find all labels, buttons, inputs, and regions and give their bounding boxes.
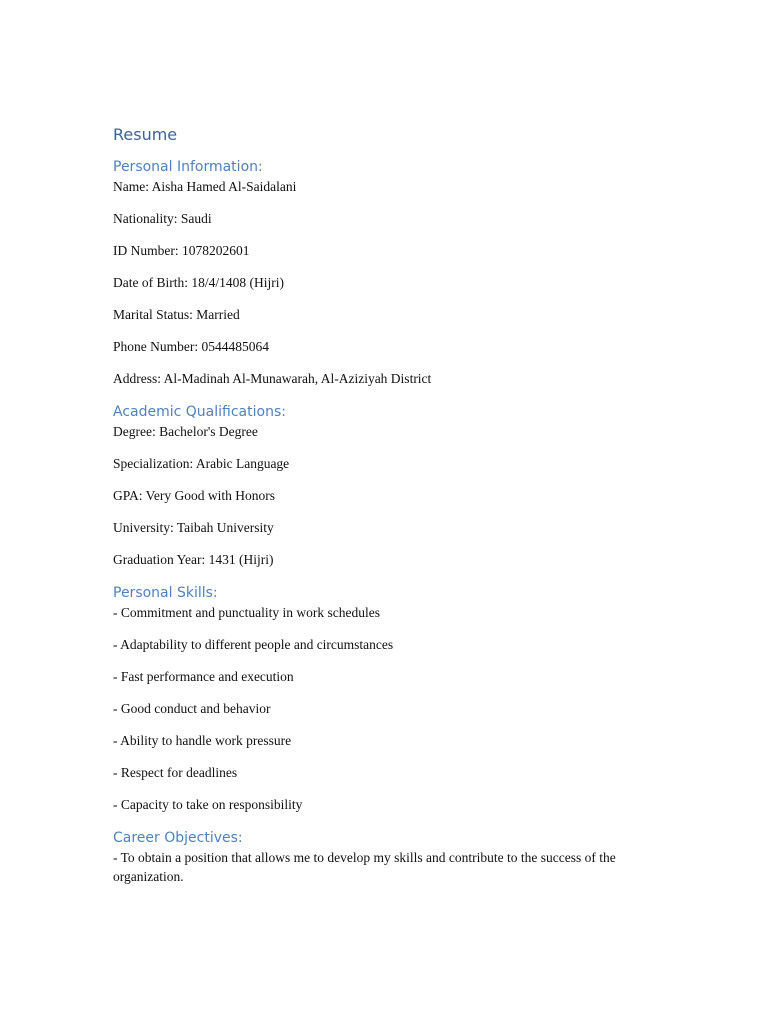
personal-marital-status: Marital Status: Married [113, 307, 240, 322]
personal-name: Name: Aisha Hamed Al-Saidalani [113, 179, 297, 194]
document-page [113, 124, 673, 886]
academic-specialization: Specialization: Arabic Language [113, 456, 290, 471]
personal-address: Address: Al-Madinah Al-Munawarah, Al-Aziziyah District [113, 371, 432, 386]
academic-graduation-year: Graduation Year: 1431 (Hijri) [113, 552, 274, 567]
personal-skills-section [113, 583, 673, 814]
career-objective-text: - To obtain a position that allows me to develop my skills and contribute to the success of the organization. [113, 850, 616, 884]
academic-gpa: GPA: Very Good with Honors [113, 488, 276, 503]
career-objectives-section [113, 828, 673, 886]
section-heading-academic-qualifications: Academic Qualifications: [113, 404, 286, 420]
skill-item: - Ability to handle work pressure [113, 733, 292, 748]
academic-university: University: Taibah University [113, 520, 274, 535]
skill-item: - Capacity to take on responsibility [113, 797, 303, 812]
document-title: Resume [113, 125, 178, 144]
personal-nationality: Nationality: Saudi [113, 211, 212, 226]
personal-date-of-birth: Date of Birth: 18/4/1408 (Hijri) [113, 275, 284, 290]
skill-item: - Respect for deadlines [113, 765, 238, 780]
section-heading-personal-skills: Personal Skills: [113, 585, 218, 601]
personal-information-section [113, 157, 673, 388]
academic-degree: Degree: Bachelor's Degree [113, 424, 258, 439]
skill-item: - Fast performance and execution [113, 669, 294, 684]
personal-id-number: ID Number: 1078202601 [113, 243, 250, 258]
skill-item: - Good conduct and behavior [113, 701, 271, 716]
section-heading-career-objectives: Career Objectives: [113, 830, 243, 846]
skill-item: - Adaptability to different people and circumstances [113, 637, 394, 652]
skill-item: - Commitment and punctuality in work schedules [113, 605, 380, 620]
personal-phone-number: Phone Number: 0544485064 [113, 339, 269, 354]
academic-qualifications-section [113, 402, 673, 569]
section-heading-personal-information: Personal Information: [113, 159, 263, 175]
